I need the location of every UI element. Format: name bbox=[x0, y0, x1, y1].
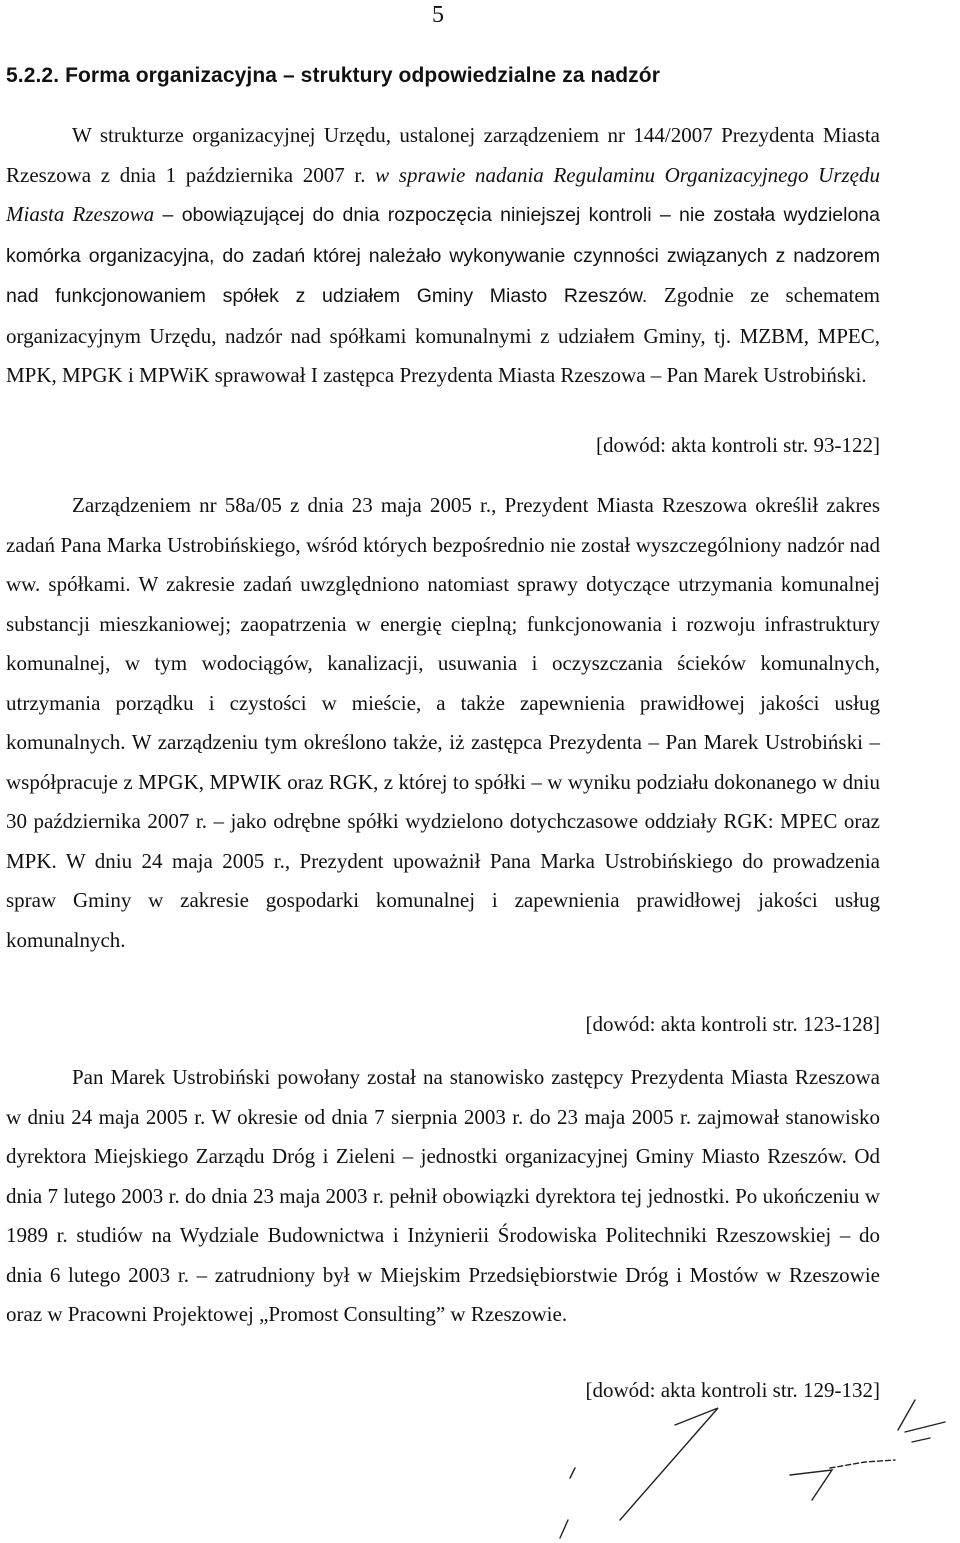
page-number: 5 bbox=[432, 2, 444, 28]
paragraph-2-text: Zarządzeniem nr 58a/05 z dnia 23 maja 2005 r., Prezydent Miasta Rzeszowa określił zakres zadań Pana Marka Ustrobińskiego, wśród których bezpośrednio nie został wyszczególniony nadzór nad ww. spółkami. W zakresie zadań uwzględniono natomiast sprawy dotyczące utrzymania komunalnej substancji mieszkaniowej; zaopatrzenia w energię cieplną; funkcjonowania i rozwoju infrastruktury komunalnej, w tym wodociągów, kanalizacji, usuwania i oczyszczania ścieków komunalnych, utrzymania porządku i czystości w mieście, a także zapewnienia prawidłowej jakości usług komunalnych. W zarządzeniu tym określono także, iż zastępca Prezydenta – Pan Marek Ustrobiński – współpracuje z MPGK, MPWIK oraz RGK, z której to spółki – w wyniku podziału dokonanego w dniu 30 października 2007 r. – jako odrębne spółki wydzielono dotychczasowe oddziały RGK: MPEC oraz MPK. W dniu 24 maja 2005 r., Prezydent upoważnił Pana Marka Ustrobińskiego do prowadzenia spraw Gminy w zakresie gospodarki komunalnej i zapewnienia prawidłowej jakości usług komunalnych. bbox=[6, 493, 880, 952]
evidence-reference-2: [dowód: akta kontroli str. 123-128] bbox=[585, 1012, 880, 1036]
section-heading: 5.2.2. Forma organizacyjna – struktury odpowiedzialne za nadzór bbox=[6, 64, 660, 87]
paragraph-1-text-c: – obowiązującej do dnia rozpoczęcia niniejszej kontroli – nie została wydzielona komórka organizacyjna, do zadań której należało wykonywanie czynności związanych z nadzorem nad funkcjonowaniem spółek z udziałem Gminy Miasto Rzeszów. bbox=[6, 204, 880, 307]
paragraph-3-text: Pan Marek Ustrobiński powołany został na stanowisko zastępcy Prezydenta Miasta Rzeszowa w dniu 24 maja 2005 r. W okresie od dnia 7 sierpnia 2003 r. do 23 maja 2005 r. zajmował stanowisko dyrektora Miejskiego Zarządu Dróg i Zieleni – jednostki organizacyjnej Gminy Miasto Rzeszów. Od dnia 7 lutego 2003 r. do dnia 23 maja 2003 r. pełnił obowiązki dyrektora tej jednostki. Po ukończeniu w 1989 r. studiów na Wydziale Budownictwa i Inżynierii Środowiska Politechniki Rzeszowskiej – do dnia 6 lutego 2003 r. – zatrudniony był w Miejskim Przedsiębiorstwie Dróg i Mostów w Rzeszowie oraz w Pracowni Projektowej „Promost Consulting” w Rzeszowie. bbox=[6, 1065, 880, 1326]
paragraph-2 bbox=[6, 486, 880, 960]
regulation-title: w sprawie nadania Regulaminu Organizacyjnego Urzędu Miasta Rzeszowa bbox=[6, 162, 880, 226]
evidence-reference-3: [dowód: akta kontroli str. 129-132] bbox=[585, 1378, 880, 1402]
paragraph-1 bbox=[6, 116, 880, 396]
evidence-reference-1: [dowód: akta kontroli str. 93-122] bbox=[595, 433, 880, 457]
paragraph-1-text-d: Zgodnie ze schematem organizacyjnym Urzędu, nadzór nad spółkami komunalnymi z udziałem Gminy, tj. MZBM, MPEC, MPK, MPGK i MPWiK sprawował I zastępca Prezydenta Miasta Rzeszowa – Pan Marek Ustrobiński. bbox=[6, 283, 880, 387]
paragraph-3 bbox=[6, 1058, 880, 1335]
paragraph-1-text-a: W strukturze organizacyjnej Urzędu, ustalonej zarządzeniem nr 144/2007 Prezydenta Miasta Rzeszowa z dnia 1 października 2007 r. bbox=[6, 123, 880, 187]
handwritten-initials bbox=[520, 1370, 960, 1540]
